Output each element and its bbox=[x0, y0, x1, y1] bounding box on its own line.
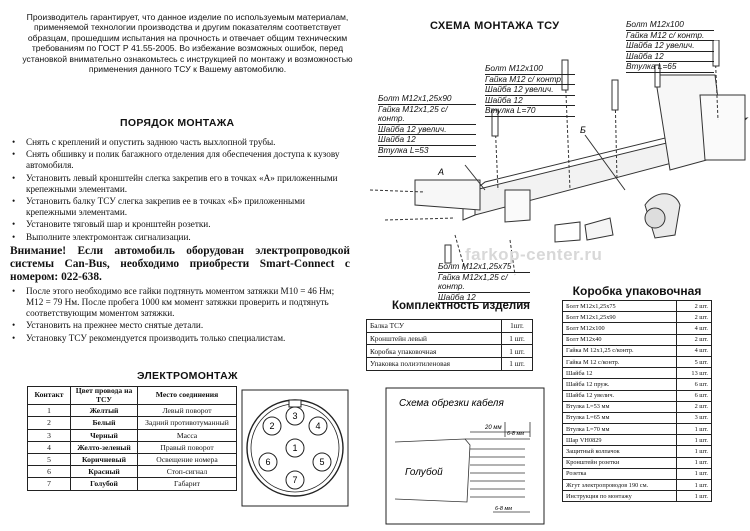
pin-label: 2 bbox=[269, 421, 275, 431]
kit-row bbox=[367, 332, 533, 345]
callout-line: Шайба 12 bbox=[626, 52, 714, 63]
kit-item: Кронштейн левый bbox=[367, 332, 502, 345]
dim-20: 20 мм bbox=[485, 425, 502, 431]
callout-bottom bbox=[438, 262, 530, 303]
kit-qty: 1 шт. bbox=[502, 345, 533, 358]
box-row bbox=[563, 356, 712, 367]
step-item: • Выполните электромонтаж сигнализации. bbox=[10, 232, 350, 243]
wire-row bbox=[28, 429, 237, 441]
box-item: Шайба 12 пруж. bbox=[563, 379, 677, 390]
step-item: • Установить на прежнее место снятые детали. bbox=[10, 320, 350, 331]
box-qty: 4 шт. bbox=[677, 345, 712, 356]
callout-line: Шайба 12 bbox=[378, 135, 476, 146]
box-item: Жгут электропроводов 190 см. bbox=[563, 480, 677, 491]
box-table bbox=[562, 300, 712, 502]
pin-label: 4 bbox=[315, 421, 321, 431]
kit-qty: 1шт. bbox=[502, 320, 533, 333]
box-qty: 1 шт. bbox=[677, 457, 712, 468]
callout-line: Гайка М12 с/ контр. bbox=[626, 31, 714, 42]
socket-diagram bbox=[240, 388, 350, 508]
kit-row bbox=[367, 358, 533, 371]
callout-line: Болт М12х1,25х75 bbox=[438, 262, 530, 273]
connection-place: Задний противотуманный bbox=[138, 417, 237, 429]
pin-number: 3 bbox=[28, 429, 71, 441]
kit-item: Балка ТСУ bbox=[367, 320, 502, 333]
col-color: Цвет провода на ТСУ bbox=[71, 387, 138, 405]
col-contact: Контакт bbox=[28, 387, 71, 405]
pin-label: 6 bbox=[265, 457, 271, 467]
callout-line: Втулка L=70 bbox=[485, 106, 575, 117]
wire-row bbox=[28, 466, 237, 478]
point-b-label: Б bbox=[580, 125, 586, 135]
kit-title: Комплектность изделия bbox=[392, 300, 530, 312]
box-row bbox=[563, 334, 712, 345]
box-qty: 13 шт. bbox=[677, 368, 712, 379]
box-qty: 1 шт. bbox=[677, 424, 712, 435]
wire-color: Белый bbox=[71, 417, 138, 429]
box-row bbox=[563, 412, 712, 423]
wire-color: Желтый bbox=[71, 405, 138, 417]
callout-line: Втулка L=53 bbox=[378, 146, 476, 157]
box-title: Коробка упаковочная bbox=[572, 284, 702, 298]
electro-table bbox=[27, 386, 237, 491]
connection-place: Левый поворот bbox=[138, 405, 237, 417]
dim-68-bottom: 6-8 мм bbox=[495, 506, 513, 512]
callout-line: Болт М12х100 bbox=[626, 20, 714, 31]
box-row bbox=[563, 401, 712, 412]
box-item: Шайба 12 увелич. bbox=[563, 390, 677, 401]
step-item: • Снять обшивку и полик багажного отделения для обеспечения доступа к кузову автомобиля. bbox=[10, 149, 350, 171]
box-qty: 1 шт. bbox=[677, 446, 712, 457]
box-qty: 6 шт. bbox=[677, 379, 712, 390]
box-item: Болт М12х40 bbox=[563, 334, 677, 345]
box-row bbox=[563, 390, 712, 401]
box-item: Инструкция по монтажу bbox=[563, 491, 677, 502]
step-item: • Установить балку ТСУ слегка закрепив ее в точках «Б» приложенными крепежными элементами. bbox=[10, 196, 350, 218]
callout-right bbox=[626, 20, 714, 73]
pin-number: 5 bbox=[28, 453, 71, 465]
box-row bbox=[563, 368, 712, 379]
kit-row bbox=[367, 320, 533, 333]
kit-qty: 1 шт. bbox=[502, 332, 533, 345]
box-row bbox=[563, 345, 712, 356]
wire-color: Желто-зеленый bbox=[71, 441, 138, 453]
box-row bbox=[563, 312, 712, 323]
callout-line: Шайба 12 bbox=[438, 293, 530, 304]
box-item: Защитный колпачок bbox=[563, 446, 677, 457]
pin-label: 1 bbox=[292, 443, 298, 453]
box-row bbox=[563, 491, 712, 502]
box-row bbox=[563, 424, 712, 435]
box-row bbox=[563, 468, 712, 479]
callout-line: Шайба 12 увелич. bbox=[485, 85, 575, 96]
electro-title: ЭЛЕКТРОМОНТАЖ bbox=[137, 370, 238, 382]
pin-number: 2 bbox=[28, 417, 71, 429]
box-qty: 6 шт. bbox=[677, 390, 712, 401]
box-item: Втулка L=53 мм bbox=[563, 401, 677, 412]
box-qty: 2 шт. bbox=[677, 334, 712, 345]
box-qty: 4 шт. bbox=[677, 323, 712, 334]
steps-list-2 bbox=[10, 286, 350, 344]
step-item: • Установить левый кронштейн слегка закрепив его в точках «А» приложенными крепежными элементами. bbox=[10, 173, 350, 195]
step-item: • Установите тяговый шар и кронштейн розетки. bbox=[10, 219, 350, 230]
order-title: ПОРЯДОК МОНТАЖА bbox=[120, 117, 235, 129]
order-section bbox=[10, 137, 350, 345]
box-qty: 1 шт. bbox=[677, 435, 712, 446]
box-item: Болт М12х1,25х75 bbox=[563, 301, 677, 312]
box-item: Кронштейн розетки bbox=[563, 457, 677, 468]
box-item: Шайба 12 bbox=[563, 368, 677, 379]
box-row bbox=[563, 480, 712, 491]
wire-row bbox=[28, 417, 237, 429]
cable-cut-scheme bbox=[385, 387, 545, 525]
connection-place: Масса bbox=[138, 429, 237, 441]
box-item: Гайка М 12х1,25 с/контр. bbox=[563, 345, 677, 356]
pin-number: 7 bbox=[28, 478, 71, 490]
intro-text: Производитель гарантирует, что данное изделие по используемым материалам, применяемой технологии производства и другим показателям соответствует образцам, прошедшим испытания на прочность и отвечает общим техническим требованиям по ГОСТ Р 41.55-2005. Во избежание возможных ошибок, перед установкой внимательно ознакомьтесь с инструкцией по монтажу и возможностью применения данного ТСУ к Вашему автомобилю. bbox=[22, 12, 353, 75]
connection-place: Освещение номера bbox=[138, 453, 237, 465]
box-item: Болт М12х1,25х90 bbox=[563, 312, 677, 323]
canbus-warning: Внимание! Если автомобиль оборудован электропроводкой системы Can-Bus, необходимо приобрести Smart-Connect с номером: 022-638. bbox=[10, 244, 350, 283]
box-qty: 1 шт. bbox=[677, 480, 712, 491]
callout-line: Гайка М12х1,25 с/ контр. bbox=[378, 105, 476, 125]
steps-list bbox=[10, 137, 350, 243]
box-qty: 2 шт. bbox=[677, 312, 712, 323]
box-item: Шар VH0829 bbox=[563, 435, 677, 446]
col-place: Место соединения bbox=[138, 387, 237, 405]
step-item: • Снять с креплений и опустить заднюю часть выхлопной трубы. bbox=[10, 137, 350, 148]
wire-label: Голубой bbox=[405, 467, 443, 478]
connection-place: Габарит bbox=[138, 478, 237, 490]
box-row bbox=[563, 301, 712, 312]
callout-line: Шайба 12 bbox=[485, 96, 575, 107]
box-qty: 2 шт. bbox=[677, 301, 712, 312]
callout-line: Гайка М12х1,25 с/ контр. bbox=[438, 273, 530, 293]
box-row bbox=[563, 446, 712, 457]
callout-line: Болт М12х1,25х90 bbox=[378, 94, 476, 105]
pin-number: 1 bbox=[28, 405, 71, 417]
connection-place: Правый поворот bbox=[138, 441, 237, 453]
step-item: • Установку ТСУ рекомендуется производить только специалистам. bbox=[10, 333, 350, 344]
box-qty: 1 шт. bbox=[677, 491, 712, 502]
box-item: Гайка М 12 с/контр. bbox=[563, 356, 677, 367]
box-row bbox=[563, 323, 712, 334]
pin-number: 6 bbox=[28, 466, 71, 478]
box-row bbox=[563, 435, 712, 446]
wire-color: Черный bbox=[71, 429, 138, 441]
cable-title: Схема обрезки кабеля bbox=[399, 398, 504, 409]
wire-color: Голубой bbox=[71, 478, 138, 490]
box-item: Втулка L=70 мм bbox=[563, 424, 677, 435]
kit-item: Упаковка полиэтиленовая bbox=[367, 358, 502, 371]
kit-table bbox=[366, 319, 533, 371]
pin-label: 3 bbox=[292, 411, 298, 421]
wire-color: Коричневый bbox=[71, 453, 138, 465]
callout-left bbox=[378, 94, 476, 157]
box-qty: 5 шт. bbox=[677, 356, 712, 367]
watermark: farkop-center.ru bbox=[465, 245, 603, 264]
callout-middle bbox=[485, 64, 575, 117]
callout-line: Шайба 12 увелич. bbox=[378, 125, 476, 136]
wire-color: Красный bbox=[71, 466, 138, 478]
connection-place: Стоп-сигнал bbox=[138, 466, 237, 478]
wire-row bbox=[28, 405, 237, 417]
kit-item: Коробка упаковочная bbox=[367, 345, 502, 358]
point-a-label: А bbox=[438, 167, 445, 177]
box-qty: 3 шт. bbox=[677, 412, 712, 423]
box-row bbox=[563, 379, 712, 390]
box-qty: 2 шт. bbox=[677, 401, 712, 412]
callout-line: Болт М12х100 bbox=[485, 64, 575, 75]
kit-row bbox=[367, 345, 533, 358]
box-row bbox=[563, 457, 712, 468]
pin-number: 4 bbox=[28, 441, 71, 453]
dim-68-top: 6-8 мм bbox=[507, 431, 525, 437]
pin-label: 5 bbox=[319, 457, 325, 467]
wire-row bbox=[28, 478, 237, 490]
callout-line: Шайба 12 увелич. bbox=[626, 41, 714, 52]
wire-row bbox=[28, 453, 237, 465]
wire-row bbox=[28, 441, 237, 453]
step-item: • После этого необходимо все гайки подтянуть моментом затяжки М10 = 46 Нм; М12 = 79 Нм. После пробега 1000 км момент затяжки проверить и подтянуть соответствующим моментом затяжки. bbox=[10, 286, 350, 320]
box-item: Розетка bbox=[563, 468, 677, 479]
box-item: Болт М12х100 bbox=[563, 323, 677, 334]
callout-line: Втулка L=65 bbox=[626, 62, 714, 73]
scheme-title: СХЕМА МОНТАЖА ТСУ bbox=[430, 20, 560, 32]
box-qty: 1 шт. bbox=[677, 468, 712, 479]
kit-qty: 1 шт. bbox=[502, 358, 533, 371]
callout-line: Гайка М12 с/ контр. bbox=[485, 75, 575, 86]
pin-label: 7 bbox=[292, 475, 298, 485]
box-item: Втулка L=65 мм bbox=[563, 412, 677, 423]
